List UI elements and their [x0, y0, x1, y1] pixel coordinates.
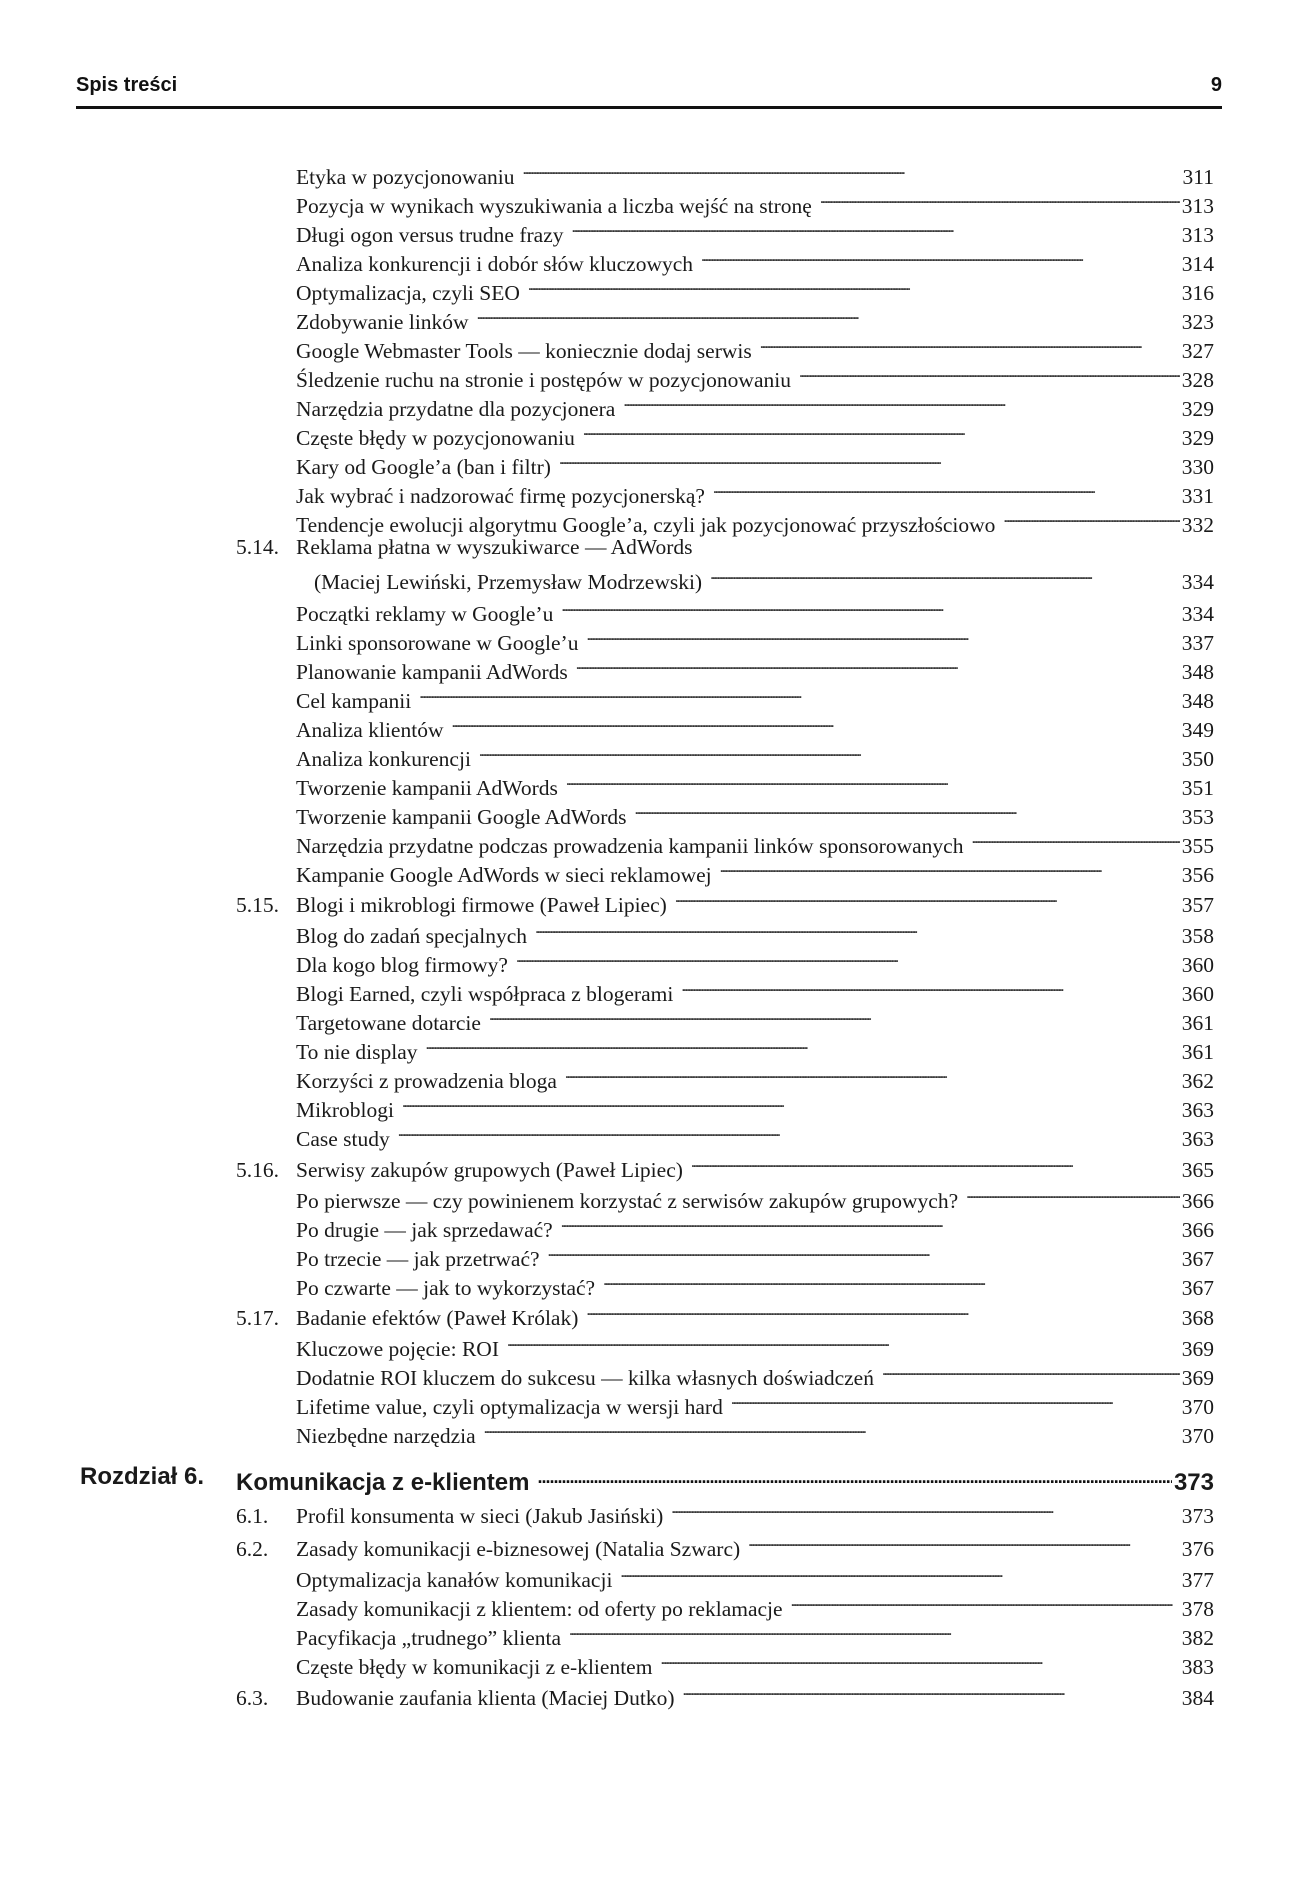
toc-entry[interactable]	[296, 709, 1214, 742]
entry-title: Po pierwsze — czy powinienem korzystać z serwisów zakupów grupowych?	[296, 1189, 959, 1213]
section-page: 334	[1181, 570, 1214, 594]
entry-page: 334	[1181, 602, 1214, 626]
dot-leader	[713, 475, 1180, 503]
entry-title: Częste błędy w komunikacji z e-klientem	[296, 1655, 653, 1679]
dot-leader	[691, 1149, 1180, 1177]
entry-title: Zasady komunikacji z klientem: od oferty po reklamacje	[296, 1597, 783, 1621]
entry-page: 362	[1181, 1069, 1214, 1093]
entry-page: 329	[1181, 397, 1214, 421]
section-number: 5.14.	[236, 535, 279, 559]
dot-leader	[516, 944, 1180, 972]
entry-title: Mikroblogi	[296, 1098, 394, 1122]
dot-leader	[791, 1588, 1180, 1616]
entry-page: 369	[1181, 1366, 1214, 1390]
entry-page: 363	[1181, 1127, 1214, 1151]
section-page: 373	[1181, 1504, 1214, 1528]
entry-title: Kary od Google’a (ban i filtr)	[296, 455, 551, 479]
toc-entry[interactable]	[296, 272, 1214, 305]
entry-title: Narzędzia przydatne podczas prowadzenia kampanii linków sponsorowanych	[296, 834, 964, 858]
toc-entry[interactable]	[296, 1415, 1214, 1448]
entry-title: Tworzenie kampanii AdWords	[296, 776, 558, 800]
entry-title: Google Webmaster Tools — koniecznie dodaj serwis	[296, 339, 752, 363]
entry-page: 313	[1181, 194, 1214, 218]
dot-leader	[683, 1677, 1180, 1705]
toc-entry[interactable]	[296, 359, 1214, 392]
dot-leader	[583, 417, 1180, 445]
dot-leader	[398, 1118, 1180, 1146]
entry-page: 311	[1182, 165, 1214, 189]
dot-leader	[731, 1386, 1180, 1414]
toc-entry[interactable]	[296, 651, 1214, 684]
dot-leader	[523, 156, 1181, 184]
entry-title: Częste błędy w pozycjonowaniu	[296, 426, 575, 450]
toc-entry[interactable]	[296, 1646, 1214, 1679]
dot-leader	[799, 359, 1180, 387]
entry-page: 358	[1181, 924, 1214, 948]
toc-entry[interactable]	[296, 446, 1214, 479]
toc-entry[interactable]	[296, 680, 1214, 713]
dot-leader	[561, 1209, 1180, 1237]
entry-page: 330	[1181, 455, 1214, 479]
entry-page: 367	[1181, 1247, 1214, 1271]
entry-title: Pozycja w wynikach wyszukiwania a liczba wejść na stronę	[296, 194, 812, 218]
toc-entry[interactable]	[296, 973, 1214, 1006]
section-number: 6.1.	[236, 1504, 269, 1528]
entry-title: Długi ogon versus trudne frazy	[296, 223, 564, 247]
section-title-continued: (Maciej Lewiński, Przemysław Modrzewski)	[314, 570, 703, 594]
entry-page: 361	[1181, 1011, 1214, 1035]
dot-leader	[569, 1617, 1180, 1645]
section-page: 357	[1181, 893, 1214, 917]
dot-leader	[576, 651, 1180, 679]
dot-leader	[635, 796, 1180, 824]
entry-title: Kluczowe pojęcie: ROI	[296, 1337, 499, 1361]
dot-leader	[561, 593, 1179, 621]
entry-title: Planowanie kampanii AdWords	[296, 660, 568, 684]
entry-title: Początki reklamy w Google’u	[296, 602, 554, 626]
entry-page: 327	[1181, 339, 1214, 363]
toc-chapter[interactable]	[236, 1462, 1214, 1496]
section-page: 376	[1181, 1537, 1214, 1561]
dot-leader	[479, 738, 1180, 766]
toc-entry[interactable]	[296, 1267, 1214, 1300]
dot-leader	[489, 1002, 1180, 1030]
entry-page: 363	[1181, 1098, 1214, 1122]
toc-entry[interactable]	[296, 1209, 1214, 1242]
chapter-label: Rozdział 6.	[80, 1463, 205, 1490]
toc-entry[interactable]	[296, 767, 1214, 800]
entry-title: Jak wybrać i nadzorować firmę pozycjonerską?	[296, 484, 705, 508]
entry-title: Korzyści z prowadzenia bloga	[296, 1069, 557, 1093]
toc-entry[interactable]	[296, 504, 1214, 537]
toc-entry[interactable]	[296, 1002, 1214, 1035]
entry-title: Case study	[296, 1127, 390, 1151]
entry-page: 377	[1181, 1568, 1214, 1592]
section-number: 5.16.	[236, 1158, 279, 1182]
entry-title: Analiza konkurencji i dobór słów kluczowych	[296, 252, 694, 276]
toc-entry[interactable]	[296, 1031, 1214, 1064]
dot-leader	[586, 622, 1179, 650]
dot-leader	[882, 1357, 1180, 1385]
entry-title: Linki sponsorowane w Google’u	[296, 631, 579, 655]
entry-title: Lifetime value, czyli optymalizacja w wersji hard	[296, 1395, 723, 1419]
dot-leader	[586, 1297, 1179, 1325]
dot-leader	[710, 561, 1180, 589]
dot-leader	[675, 884, 1180, 912]
dot-leader	[528, 272, 1180, 300]
entry-page: 329	[1181, 426, 1214, 450]
toc-entry[interactable]	[296, 1180, 1214, 1213]
toc-entry[interactable]	[296, 593, 1214, 626]
toc-entry[interactable]	[296, 417, 1214, 450]
dot-leader	[603, 1267, 1180, 1295]
dot-leader	[660, 1646, 1179, 1674]
entry-title: Niezbędne narzędzia	[296, 1424, 476, 1448]
entry-page: 370	[1181, 1424, 1214, 1448]
entry-page: 356	[1181, 863, 1214, 887]
entry-title: Dla kogo blog firmowy?	[296, 953, 508, 977]
dot-leader	[1003, 504, 1179, 532]
toc-entry[interactable]	[296, 825, 1214, 858]
entry-page: 348	[1181, 660, 1214, 684]
entry-title: Zdobywanie linków	[296, 310, 469, 334]
toc-entry[interactable]	[296, 1357, 1214, 1390]
entry-page: 314	[1181, 252, 1214, 276]
entry-title: Blog do zadań specjalnych	[296, 924, 528, 948]
toc-entry[interactable]	[296, 796, 1214, 829]
entry-page: 378	[1181, 1597, 1214, 1621]
section-number: 6.2.	[236, 1537, 269, 1561]
dot-leader	[537, 1462, 1172, 1490]
entry-page: 349	[1181, 718, 1214, 742]
toc-entry[interactable]	[296, 1617, 1214, 1650]
dot-leader	[402, 1089, 1180, 1117]
entry-page: 350	[1181, 747, 1214, 771]
entry-page: 351	[1181, 776, 1214, 800]
toc-entry[interactable]	[296, 854, 1214, 887]
section-title: Budowanie zaufania klienta (Maciej Dutko)	[296, 1686, 675, 1710]
dot-leader	[548, 1238, 1180, 1266]
entry-page: 383	[1181, 1655, 1214, 1679]
toc-entry[interactable]	[296, 1060, 1214, 1093]
section-page: 384	[1181, 1686, 1214, 1710]
toc-entry[interactable]	[296, 944, 1214, 977]
dot-leader	[535, 915, 1180, 943]
section-page: 368	[1181, 1306, 1214, 1330]
toc-entry[interactable]	[296, 156, 1214, 189]
dot-leader	[760, 330, 1180, 358]
entry-title: Cel kampanii	[296, 689, 412, 713]
entry-title: Po czwarte — jak to wykorzystać?	[296, 1276, 596, 1300]
entry-page: 337	[1181, 631, 1214, 655]
entry-title: Optymalizacja kanałów komunikacji	[296, 1568, 613, 1592]
entry-page: 313	[1181, 223, 1214, 247]
dot-leader	[620, 1559, 1179, 1587]
entry-title: Tworzenie kampanii Google AdWords	[296, 805, 627, 829]
entry-title: Targetowane dotarcie	[296, 1011, 481, 1035]
dot-leader	[477, 301, 1180, 329]
toc-entry[interactable]	[296, 1328, 1214, 1361]
dot-leader	[565, 1060, 1180, 1088]
dot-leader	[572, 214, 1180, 242]
toc-entry[interactable]	[296, 1118, 1214, 1151]
entry-title: Po drugie — jak sprzedawać?	[296, 1218, 553, 1242]
section-number: 5.17.	[236, 1306, 279, 1330]
toc-section[interactable]	[236, 533, 1214, 594]
dot-leader	[748, 1528, 1180, 1556]
section-page: 365	[1181, 1158, 1214, 1182]
header-rule	[76, 106, 1222, 109]
entry-page: 367	[1181, 1276, 1214, 1300]
section-number: 5.15.	[236, 893, 279, 917]
dot-leader	[971, 825, 1179, 853]
toc-entry[interactable]	[296, 388, 1214, 421]
toc-entry[interactable]	[296, 738, 1214, 771]
section-title: Serwisy zakupów grupowych (Paweł Lipiec)	[296, 1158, 683, 1182]
entry-title: Optymalizacja, czyli SEO	[296, 281, 520, 305]
entry-title: Analiza klientów	[296, 718, 444, 742]
running-header	[76, 74, 1222, 102]
chapter-title: Komunikacja z e-klientem	[236, 1469, 530, 1496]
dot-leader	[681, 973, 1179, 1001]
dot-leader	[820, 185, 1180, 213]
entry-page: 366	[1181, 1218, 1214, 1242]
section-title: Blogi i mikroblogi firmowe (Paweł Lipiec)	[296, 893, 667, 917]
entry-title: Kampanie Google AdWords w sieci reklamowej	[296, 863, 712, 887]
toc-entry[interactable]	[296, 915, 1214, 948]
dot-leader	[623, 388, 1179, 416]
entry-page: 361	[1181, 1040, 1214, 1064]
toc-entry[interactable]	[296, 214, 1214, 247]
section-title: Zasady komunikacji e-biznesowej (Natalia Szwarc)	[296, 1537, 741, 1561]
entry-page: 366	[1181, 1189, 1214, 1213]
chapter-page: 373	[1173, 1469, 1214, 1496]
entry-page: 369	[1181, 1337, 1214, 1361]
toc-entry[interactable]	[296, 330, 1214, 363]
entry-page: 353	[1181, 805, 1214, 829]
toc-entry[interactable]	[296, 243, 1214, 276]
entry-title: Tendencje ewolucji algorytmu Google’a, czyli jak pozycjonować przyszłościowo	[296, 513, 996, 537]
toc-section[interactable]	[236, 1297, 1214, 1330]
page-number: 9	[1210, 74, 1222, 96]
entry-title: Analiza konkurencji	[296, 747, 471, 771]
entry-page: 382	[1181, 1626, 1214, 1650]
entry-title: Etyka w pozycjonowaniu	[296, 165, 515, 189]
dot-leader	[426, 1031, 1180, 1059]
toc-section[interactable]	[236, 884, 1214, 917]
entry-page: 332	[1181, 513, 1214, 537]
dot-leader	[966, 1180, 1180, 1208]
entry-title: Dodatnie ROI kluczem do sukcesu — kilka własnych doświadczeń	[296, 1366, 874, 1390]
toc-section[interactable]	[236, 1528, 1214, 1561]
toc-entry[interactable]	[296, 185, 1214, 218]
toc-section[interactable]	[236, 1495, 1214, 1528]
entry-page: 360	[1181, 953, 1214, 977]
dot-leader	[484, 1415, 1180, 1443]
dot-leader	[566, 767, 1180, 795]
entry-page: 360	[1181, 982, 1214, 1006]
entry-page: 331	[1181, 484, 1214, 508]
section-title: Profil konsumenta w sieci (Jakub Jasiński)	[296, 1504, 664, 1528]
toc-section[interactable]	[236, 1677, 1214, 1710]
entry-title: Po trzecie — jak przetrwać?	[296, 1247, 540, 1271]
section-number: 6.3.	[236, 1686, 269, 1710]
toc-entry[interactable]	[296, 1238, 1214, 1271]
entry-page: 348	[1181, 689, 1214, 713]
dot-leader	[507, 1328, 1180, 1356]
toc-entry[interactable]	[296, 1588, 1214, 1621]
entry-page: 323	[1181, 310, 1214, 334]
toc-entry[interactable]	[296, 475, 1214, 508]
running-header-title: Spis treści	[76, 74, 178, 96]
section-title: Reklama płatna w wyszukiwarce — AdWords	[296, 535, 693, 559]
section-title: Badanie efektów (Paweł Królak)	[296, 1306, 579, 1330]
toc-entry[interactable]	[296, 1386, 1214, 1419]
dot-leader	[671, 1495, 1180, 1523]
entry-title: Pacyfikacja „trudnego” klienta	[296, 1626, 562, 1650]
toc-entry[interactable]	[296, 1559, 1214, 1592]
entry-title: To nie display	[296, 1040, 418, 1064]
entry-page: 328	[1181, 368, 1214, 392]
dot-leader	[701, 243, 1180, 271]
entry-page: 316	[1181, 281, 1214, 305]
entry-title: Blogi Earned, czyli współpraca z blogerami	[296, 982, 674, 1006]
entry-page: 370	[1181, 1395, 1214, 1419]
entry-title: Śledzenie ruchu na stronie i postępów w pozycjonowaniu	[296, 368, 791, 392]
toc-entry[interactable]	[296, 1089, 1214, 1122]
toc-section[interactable]	[236, 1149, 1214, 1182]
dot-leader	[451, 709, 1179, 737]
dot-leader	[559, 446, 1180, 474]
entry-page: 355	[1181, 834, 1214, 858]
dot-leader	[419, 680, 1180, 708]
entry-title: Narzędzia przydatne dla pozycjonera	[296, 397, 616, 421]
toc-entry[interactable]	[296, 622, 1214, 655]
toc-entry[interactable]	[296, 301, 1214, 334]
dot-leader	[720, 854, 1180, 882]
